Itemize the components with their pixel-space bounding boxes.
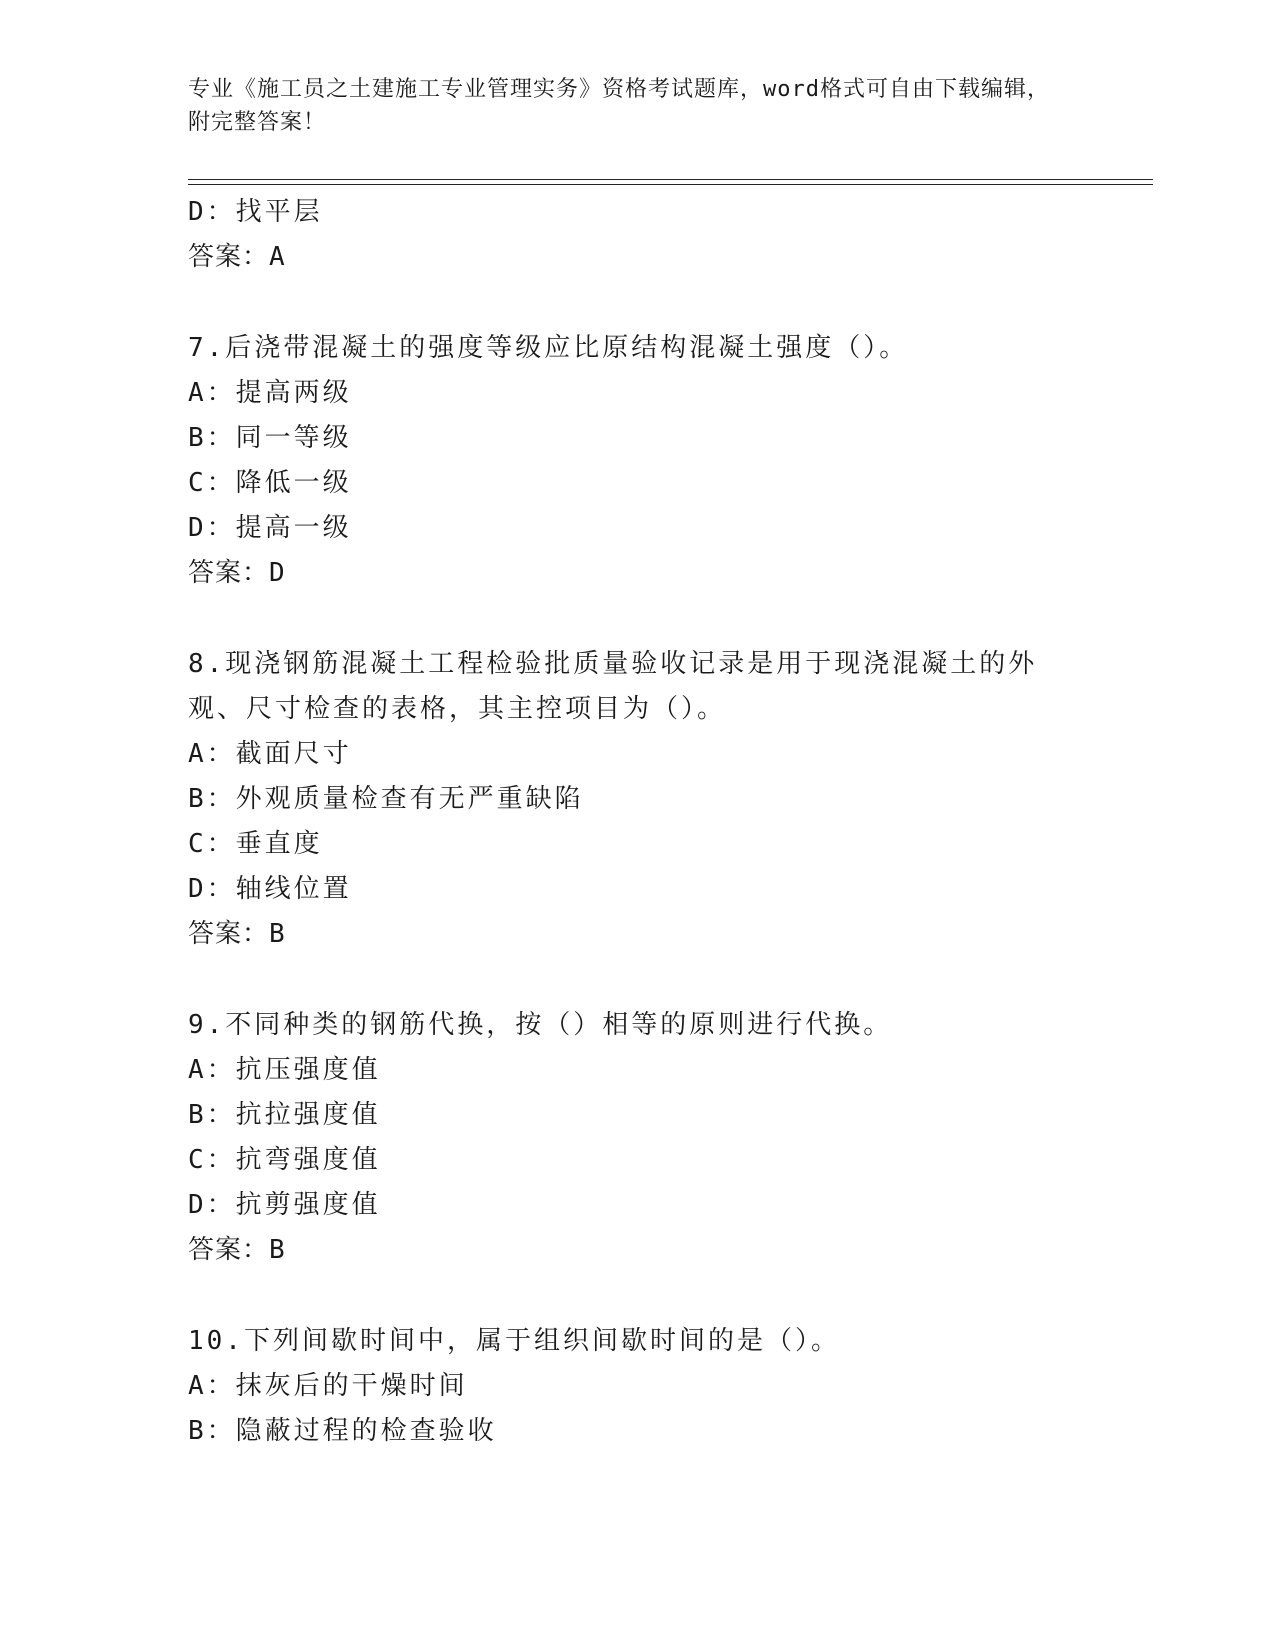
question-stem: 8.现浇钢筋混凝土工程检验批质量验收记录是用于现浇混凝土的外观、尺寸检查的表格，其主控项目为（）。 (188, 649, 1038, 724)
spacer (188, 280, 1068, 326)
spacer (188, 596, 1068, 642)
answer: 答案：D (188, 558, 286, 588)
option-c: C：降低一级 (188, 468, 352, 498)
option-a: A：抗压强度值 (188, 1055, 381, 1085)
option-d: D：找平层 (188, 197, 323, 227)
option-c: C：抗弯强度值 (188, 1145, 381, 1175)
option-b: B：隐蔽过程的检查验收 (188, 1416, 497, 1446)
question-stem: 7.后浇带混凝土的强度等级应比原结构混凝土强度（）。 (188, 333, 909, 363)
option-c: C：垂直度 (188, 829, 323, 859)
header-divider-bottom (188, 184, 1153, 185)
option-b: B：同一等级 (188, 423, 352, 453)
question-9 (188, 1003, 1068, 1273)
option-d: D：抗剪强度值 (188, 1190, 381, 1220)
question-stem: 10.下列间歇时间中，属于组织间歇时间的是（）。 (188, 1326, 840, 1356)
option-a: A：抹灰后的干燥时间 (188, 1371, 468, 1401)
question-8 (188, 642, 1068, 957)
spacer (188, 957, 1068, 1003)
option-b: B：外观质量检查有无严重缺陷 (188, 784, 584, 814)
spacer (188, 1273, 1068, 1319)
option-b: B：抗拉强度值 (188, 1100, 381, 1130)
header-divider-top (188, 179, 1153, 180)
option-a: A：提高两级 (188, 378, 352, 408)
option-d: D：轴线位置 (188, 874, 352, 904)
answer: 答案：B (188, 1235, 286, 1265)
option-a: A：截面尺寸 (188, 739, 352, 769)
question-7 (188, 326, 1068, 596)
document-header: 专业《施工员之土建施工专业管理实务》资格考试题库，word格式可自由下载编辑，附完整答案！ (188, 77, 1050, 135)
question-stem: 9.不同种类的钢筋代换，按（）相等的原则进行代换。 (188, 1010, 893, 1040)
question-10 (188, 1319, 1068, 1454)
answer: 答案：B (188, 919, 286, 949)
document-body (188, 190, 1068, 1454)
answer: 答案：A (188, 242, 286, 272)
option-d: D：提高一级 (188, 513, 352, 543)
